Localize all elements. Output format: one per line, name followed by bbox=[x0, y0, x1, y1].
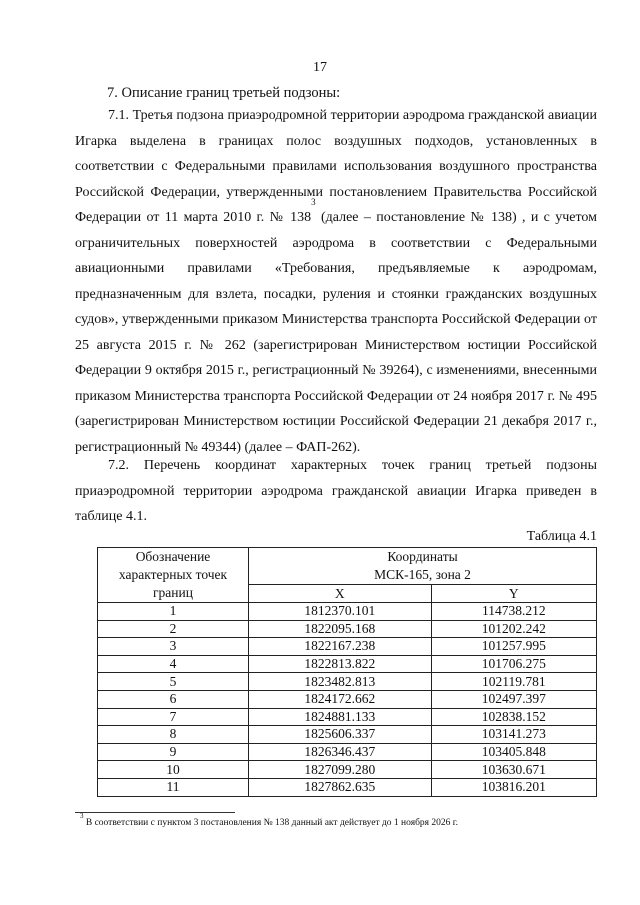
cell-y: 103816.201 bbox=[431, 778, 596, 796]
cell-y: 102497.397 bbox=[431, 690, 596, 708]
footnote-divider bbox=[75, 812, 235, 813]
cell-x: 1825606.337 bbox=[249, 726, 432, 744]
table-caption: Таблица 4.1 bbox=[526, 529, 597, 544]
cell-y: 102838.152 bbox=[431, 708, 596, 726]
cell-point-number: 8 bbox=[98, 726, 249, 744]
page-number: 17 bbox=[313, 60, 327, 75]
cell-x: 1824172.662 bbox=[249, 690, 432, 708]
cell-y: 101257.995 bbox=[431, 638, 596, 656]
footnote bbox=[80, 812, 458, 828]
footnote-text: В соответствии с пунктом 3 постановления № 138 данный акт действует до 1 ноября 2026 г. bbox=[83, 818, 458, 828]
cell-point-number: 5 bbox=[98, 673, 249, 691]
cell-y: 101202.242 bbox=[431, 620, 596, 638]
cell-point-number: 2 bbox=[98, 620, 249, 638]
table-row bbox=[98, 778, 597, 796]
cell-x: 1822095.168 bbox=[249, 620, 432, 638]
header-point-designation: Обозначение характерных точек границ bbox=[98, 548, 249, 603]
table-row bbox=[98, 603, 597, 621]
header-x: X bbox=[249, 585, 432, 603]
cell-point-number: 11 bbox=[98, 778, 249, 796]
table-row bbox=[98, 673, 597, 691]
paragraph-7-1 bbox=[75, 103, 597, 460]
cell-point-number: 9 bbox=[98, 743, 249, 761]
cell-y: 101706.275 bbox=[431, 655, 596, 673]
header-coordinate-system: МСК-165, зона 2 bbox=[374, 567, 471, 582]
table-row bbox=[98, 726, 597, 744]
table-row bbox=[98, 690, 597, 708]
cell-x: 1826346.437 bbox=[249, 743, 432, 761]
header-coordinates-title: Координаты bbox=[387, 549, 458, 564]
cell-x: 1822813.822 bbox=[249, 655, 432, 673]
footnote-reference: 3 bbox=[311, 197, 316, 207]
cell-x: 1827099.280 bbox=[249, 761, 432, 779]
header-y: Y bbox=[431, 585, 596, 603]
paragraph-7-1-text-cont: (далее – постановление № 138) , и с учетом ограничительных поверхностей аэродрома в соответствии с Федеральными авиационными правилами «Требования, предъявляемые к аэродромам, предназначенным для взлета, посадки, руления и стоянки гражданских воздушных судов», утвержденными приказом Министерства транспорта Российской Федерации от 25 августа 2015 г. № 262 (зарегистрирован Министерством юстиции Российской Федерации 9 октября 2015 г., регистрационный № 39264), с изменениями, внесенными приказом Министерства транспорта Российской Федерации от 24 ноября 2017 г. № 495 (зарегистрирован Министерством юстиции Российской Федерации 21 декабря 2017 г., регистрационный № 49344) (далее – ФАП-262). bbox=[75, 210, 597, 455]
table-row bbox=[98, 761, 597, 779]
cell-point-number: 7 bbox=[98, 708, 249, 726]
cell-y: 103630.671 bbox=[431, 761, 596, 779]
header-coordinates bbox=[249, 548, 597, 585]
cell-x: 1827862.635 bbox=[249, 778, 432, 796]
cell-point-number: 6 bbox=[98, 690, 249, 708]
table-row bbox=[98, 708, 597, 726]
table-body bbox=[98, 603, 597, 797]
paragraph-7-2: 7.2. Перечень координат характерных точек границ третьей подзоны приаэродромной территории аэродрома гражданской авиации Игарка приведен в таблице 4.1. bbox=[75, 458, 597, 524]
table-row bbox=[98, 655, 597, 673]
section-heading: 7. Описание границ третьей подзоны: bbox=[107, 85, 341, 101]
footnote-marker: 3 bbox=[80, 812, 84, 820]
table-row bbox=[98, 743, 597, 761]
cell-point-number: 3 bbox=[98, 638, 249, 656]
cell-point-number: 4 bbox=[98, 655, 249, 673]
cell-x: 1812370.101 bbox=[249, 603, 432, 621]
table-row bbox=[98, 620, 597, 638]
cell-x: 1823482.813 bbox=[249, 673, 432, 691]
cell-point-number: 10 bbox=[98, 761, 249, 779]
cell-point-number: 1 bbox=[98, 603, 249, 621]
cell-y: 103405.848 bbox=[431, 743, 596, 761]
cell-x: 1822167.238 bbox=[249, 638, 432, 656]
cell-y: 102119.781 bbox=[431, 673, 596, 691]
paragraph-7-1-text: 7.1. Третья подзона приаэродромной территории аэродрома гражданской авиации Игарка выделена в границах полос воздушных подходов, установленных в соответствии с Федеральными правилами использования воздушного пространства Российской Федерации, утвержденными постановлением Правительства Российской Федерации от 11 марта 2010 г. № 138 bbox=[75, 108, 597, 225]
table-row bbox=[98, 638, 597, 656]
coordinates-table bbox=[97, 547, 597, 797]
cell-y: 103141.273 bbox=[431, 726, 596, 744]
cell-x: 1824881.133 bbox=[249, 708, 432, 726]
cell-y: 114738.212 bbox=[431, 603, 596, 621]
